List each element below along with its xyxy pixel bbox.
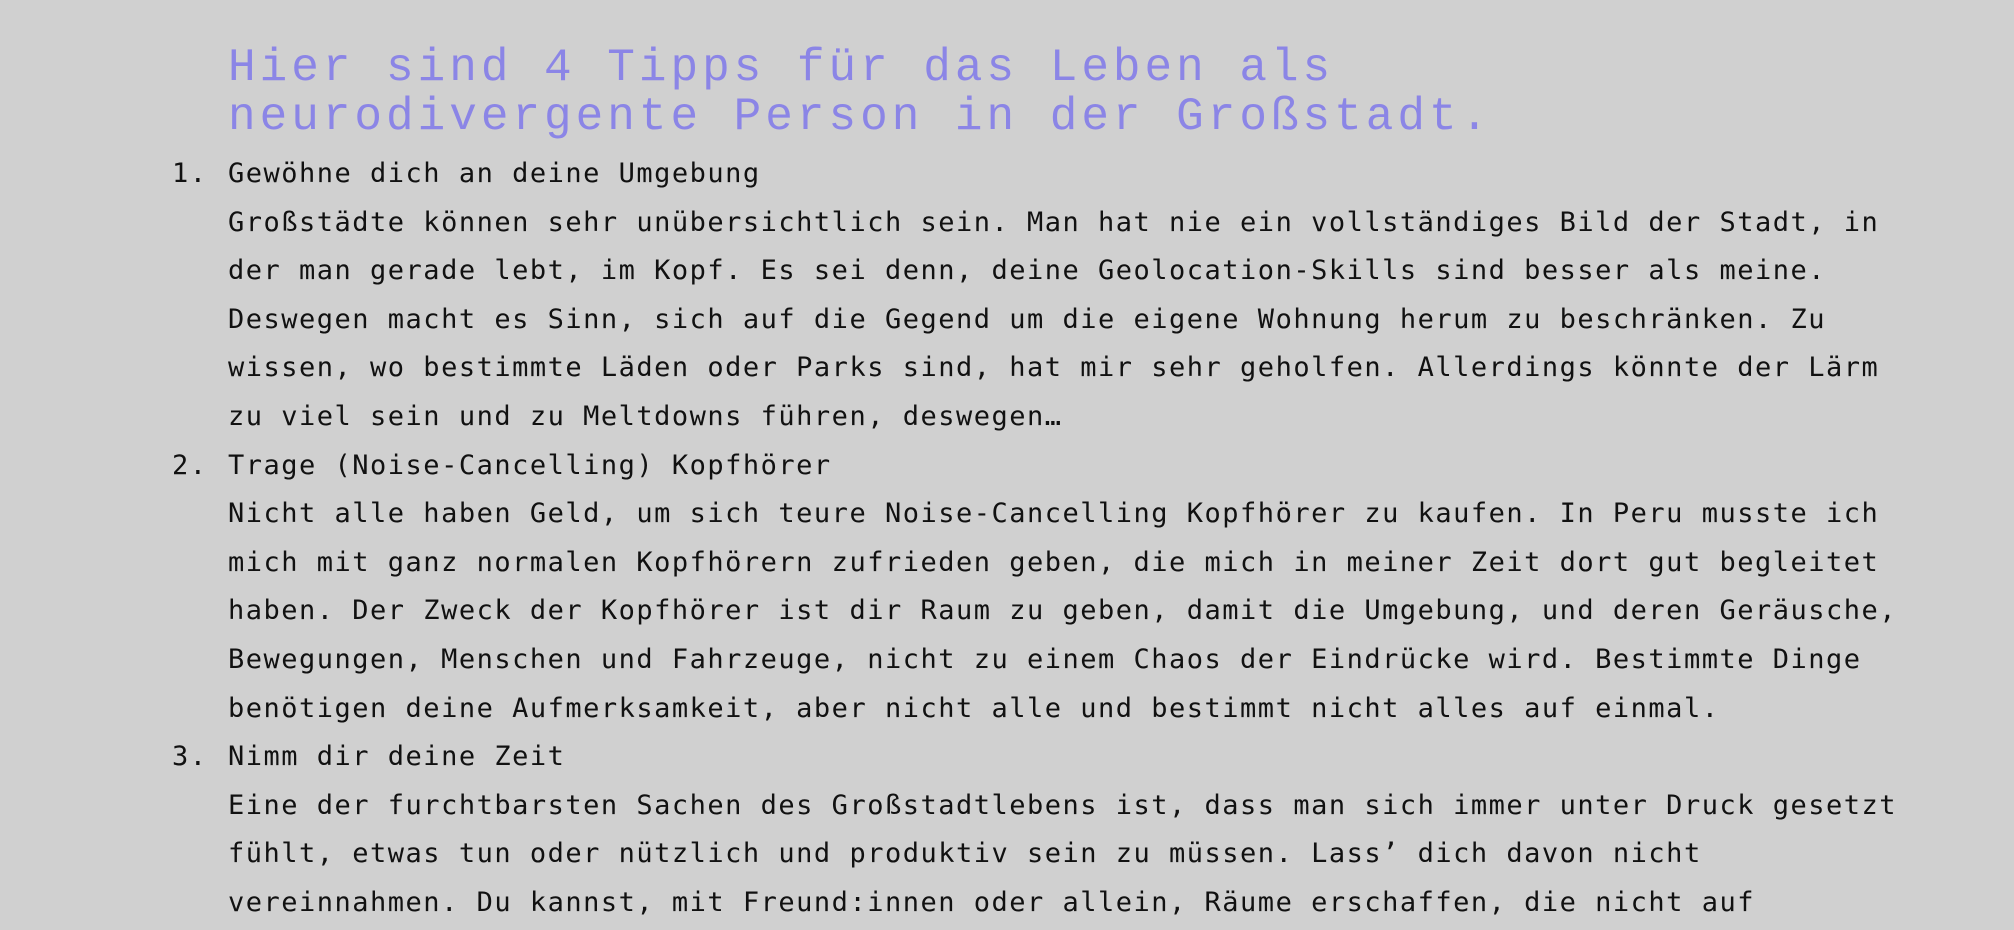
tips-list [172,150,1928,928]
tip-body: Nicht alle haben Geld, um sich teure Noise-Cancelling Kopfhörer zu kaufen. In Peru musste ich mich mit ganz normalen Kopfhörern zufrieden geben, die mich in meiner Zeit dort gut begleitet haben. Der Zweck der Kopfhörer ist dir Raum zu geben, damit die Umgebung, und deren Geräusche, Bewegungen, Menschen und Fahrzeuge, nicht zu einem Chaos der Eindrücke wird. Bestimmte Dinge benötigen deine Aufmerksamkeit, aber nicht alle und bestimmt nicht alles auf einmal. [228,498,1898,724]
tip-heading: Nimm dir deine Zeit [228,741,566,773]
tip-heading: Gewöhne dich an deine Umgebung [228,158,761,189]
tip-item [172,442,1928,734]
tip-body: Großstädte können sehr unübersichtlich sein. Man hat nie ein vollständiges Bild der Stadt, in der man gerade lebt, im Kopf. Es sei denn, deine Geolocation-Skills sind besser als meine. Deswegen macht es Sinn, sich auf die Gegend um die eigene Wohnung herum zu beschränken. Zu wissen, wo bestimmte Läden oder Parks sind, hat mir sehr geholfen. Allerdings könnte der Lärm zu viel sein und zu Meltdowns führen, deswegen… [228,206,1880,432]
tip-heading: Trage (Noise-Cancelling) Kopfhörer [228,449,832,481]
tip-item [172,733,1928,927]
tip-body: Eine der furchtbarsten Sachen des Großstadtlebens ist, dass man sich immer unter Druck gesetzt fühlt, etwas tun oder nützlich und produktiv sein zu müssen. Lass’ dich davon nicht vereinnahmen. Du kannst, mit Freund:innen oder allein, Räume erschaffen, die nicht auf [228,789,1898,918]
tip-item [172,150,1928,442]
article-title: Hier sind 4 Tipps für das Leben als neurodivergente Person in der Großstadt. [228,42,1493,143]
tip-number: 2. [172,449,208,481]
tip-number: 3. [172,741,208,773]
tip-number: 1. [172,158,208,189]
article-content [172,42,1928,928]
